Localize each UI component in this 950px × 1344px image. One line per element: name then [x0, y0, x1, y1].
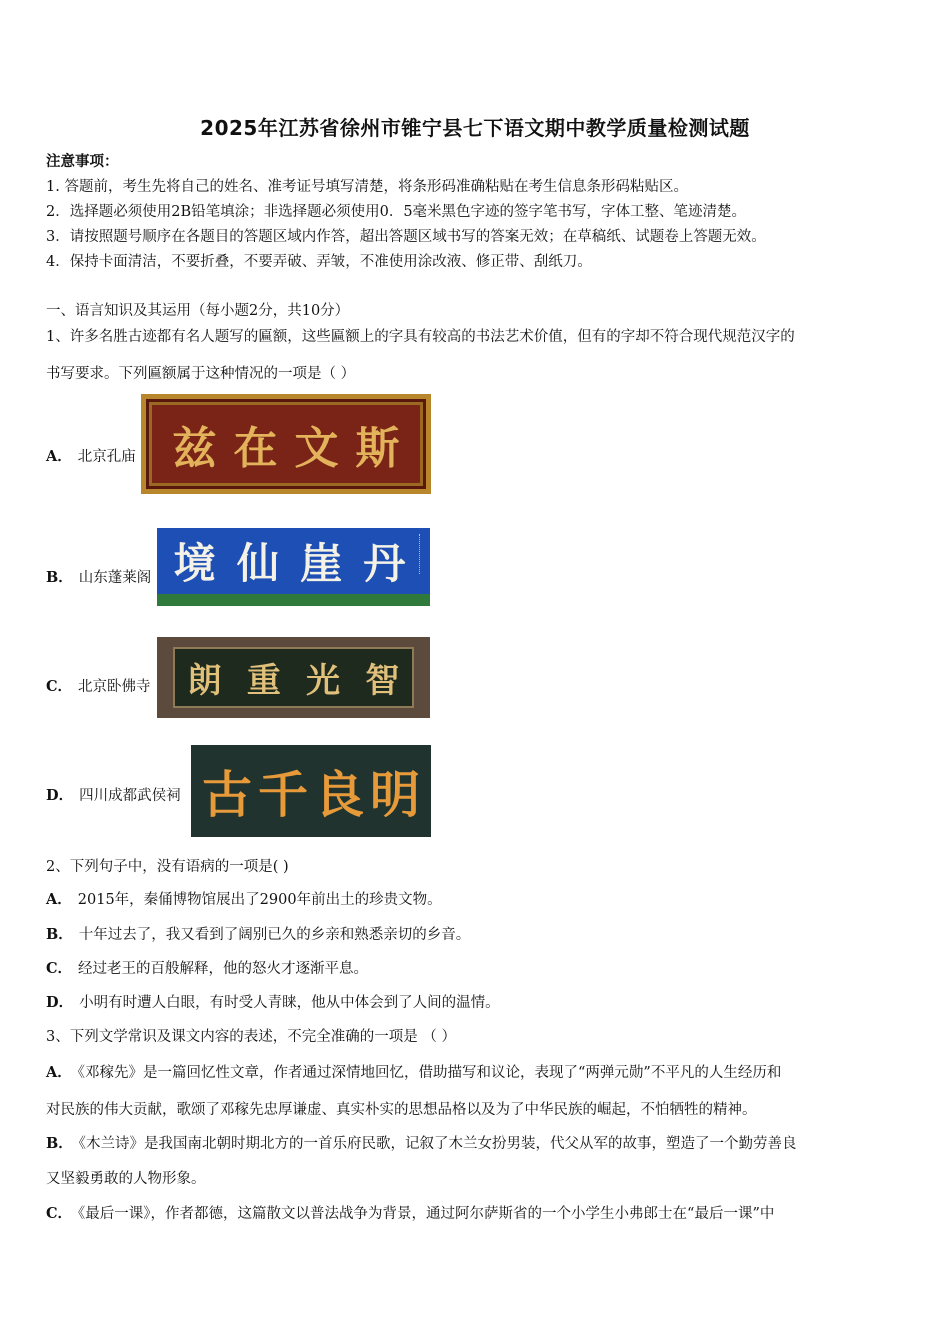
- q1-option-d: [46, 786, 181, 806]
- option-text: 北京卧佛寺: [78, 679, 151, 695]
- option-letter: A．: [46, 1064, 72, 1081]
- section-heading: 一、语言知识及其运用（每小题2分，共10分）: [46, 303, 350, 319]
- plaque-image-c: [157, 637, 430, 718]
- option-text: 《邓稼先》是一篇回忆性文章，作者通过深情地回忆，借助描写和议论，表现了“两弹元勋”不平凡的人生经历和: [77, 1065, 782, 1081]
- q1-option-c: [46, 677, 151, 697]
- plaque-char: 斯: [355, 423, 400, 474]
- q3-option-a-line1: [46, 1063, 781, 1083]
- plaque-image-d: [191, 745, 431, 837]
- plaque-char: 古: [202, 765, 252, 824]
- option-letter: A．: [46, 891, 72, 908]
- plaque-image-b: [157, 528, 430, 606]
- note-item-4: 4．保持卡面清洁，不要折叠，不要弄破、弄皱，不准使用涂改液、修正带、刮纸刀。: [46, 254, 592, 270]
- q1-stem-line1: 1、许多名胜古迹都有名人题写的匾额，这些匾额上的字具有较高的书法艺术价值，但有的字却不符合现代规范汉字的: [46, 329, 795, 345]
- q3-option-b-line1: [46, 1134, 797, 1154]
- plaque-char: 仙: [236, 539, 279, 588]
- option-text: 小明有时遭人白眼，有时受人青睐，他从中体会到了人间的温情。: [79, 995, 500, 1011]
- plaque-char: 智: [365, 661, 400, 701]
- option-letter: D．: [46, 787, 74, 804]
- option-text: 四川成都武侯祠: [79, 788, 181, 804]
- option-letter: B．: [46, 1135, 73, 1152]
- q3-option-b-line2: 又坚毅勇敢的人物形象。: [46, 1171, 206, 1187]
- plaque-char: 丹: [363, 539, 406, 588]
- option-text: 经过老王的百般解释，他的怒火才逐渐平息。: [78, 961, 369, 977]
- option-letter: B．: [46, 569, 73, 586]
- plaque-char: 文: [294, 423, 339, 474]
- plaque-char: 千: [258, 765, 308, 824]
- option-letter: C．: [46, 678, 73, 695]
- notes-heading: 注意事项：: [46, 153, 119, 170]
- q2-option-c: [46, 959, 368, 979]
- option-letter: D．: [46, 994, 74, 1011]
- plaque-char: 崖: [300, 539, 343, 588]
- option-letter: C．: [46, 1205, 73, 1222]
- plaque-char: 在: [233, 423, 278, 474]
- option-letter: B．: [46, 926, 73, 943]
- option-text: 《最后一课》，作者都德，这篇散文以普法战争为背景，通过阿尔萨斯省的一个小学生小弗郎士在“最后一课”中: [78, 1206, 775, 1222]
- q3-stem: 3、下列文学常识及课文内容的表述，不完全准确的一项是 （ ）: [46, 1029, 456, 1045]
- option-text: 北京孔庙: [77, 449, 136, 465]
- plaque-char: 良: [314, 765, 364, 824]
- q2-option-a: [46, 890, 442, 910]
- option-letter: A．: [46, 448, 72, 465]
- option-text: 《木兰诗》是我国南北朝时期北方的一首乐府民歌，记叙了木兰女扮男装，代父从军的故事，塑造了一个勤劳善良: [78, 1136, 797, 1152]
- q2-option-d: [46, 993, 500, 1013]
- option-text: 十年过去了，我又看到了阔别已久的乡亲和熟悉亲切的乡音。: [78, 927, 471, 943]
- option-text: 2015年，秦俑博物馆展出了2900年前出土的珍贵文物。: [77, 892, 442, 908]
- plaque-inscription-mark: [419, 534, 426, 574]
- q1-stem-line2: 书写要求。下列匾额属于这种情况的一项是（ ）: [46, 366, 356, 382]
- plaque-inner-board: [173, 647, 414, 708]
- option-text: 山东蓬莱阁: [78, 570, 152, 586]
- plaque-char: 朗: [187, 661, 222, 701]
- plaque-image-a: [141, 394, 431, 494]
- q1-option-a: [46, 447, 136, 467]
- q3-option-a-line2: 对民族的伟大贡献，歌颂了邓稼先忠厚谦虚、真实朴实的思想品格以及为了中华民族的崛起，不怕牺牲的精神。: [46, 1102, 757, 1118]
- plaque-char: 兹: [172, 423, 217, 474]
- q2-stem: 2、下列句子中，没有语病的一项是( ): [46, 859, 289, 875]
- q2-option-b: [46, 925, 470, 945]
- note-item-3: 3．请按照题号顺序在各题目的答题区域内作答，超出答题区域书写的答案无效；在草稿纸、试题卷上答题无效。: [46, 229, 766, 245]
- page-title: 2025年江苏省徐州市锥宁县七下语文期中教学质量检测试题: [200, 116, 750, 140]
- plaque-char: 境: [173, 539, 216, 588]
- q3-option-c-line1: [46, 1204, 774, 1224]
- option-letter: C．: [46, 960, 73, 977]
- note-item-1: 1. 答题前，考生先将自己的姓名、准考证号填写清楚，将条形码准确粘贴在考生信息条形码粘贴区。: [46, 179, 688, 195]
- plaque-char: 光: [306, 661, 341, 701]
- plaque-char: 明: [370, 765, 420, 824]
- note-item-2: 2．选择题必须使用2B铅笔填涂；非选择题必须使用0．5毫米黑色字迹的签字笔书写，字体工整、笔迹清楚。: [46, 204, 747, 220]
- plaque-char: 重: [246, 661, 281, 701]
- q1-option-b: [46, 568, 151, 588]
